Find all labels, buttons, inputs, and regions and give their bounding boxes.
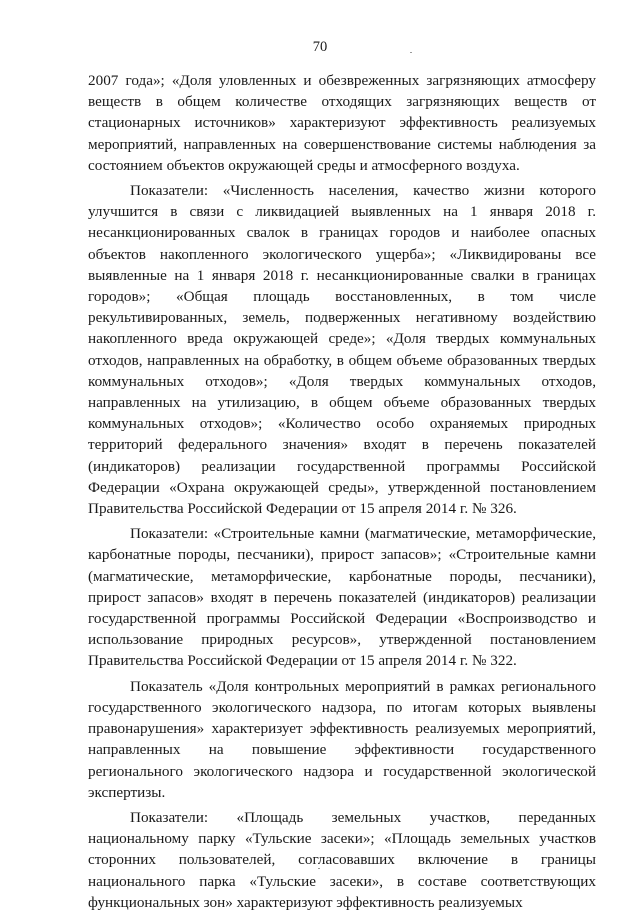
scan-speck bbox=[318, 868, 320, 869]
paragraph-1: 2007 года»; «Доля уловленных и обезвреженных загрязняющих атмосферу веществ в общем количестве отходящих загрязняющих веществ от стационарных источников» характеризуют эффективность реализуемых мероприятий, направленных на совершенствование системы наблюдения за состоянием объектов окружающей среды и атмосферного воздуха. bbox=[88, 72, 596, 174]
page-number: 70 bbox=[312, 39, 328, 55]
paragraph-3: Показатели: «Строительные камни (магматические, метаморфические, карбонатные породы, песчаники), прирост запасов»; «Строительные камни (магматические, метаморфические, карбонатные породы, песчаники), прирост запасов» входят в перечень показателей (индикаторов) реализации государственной программы Российской Федерации «Воспроизводство и использование природных ресурсов», утвержденной постановлением Правительства Российской Федерации от 15 апреля 2014 г. № 322. bbox=[88, 525, 596, 670]
paragraph-5: Показатели: «Площадь земельных участков, переданных национальному парку «Тульские засеки»; «Площадь земельных участков сторонних пользователей, согласовавших включение в границы национального парка «Тульские засеки», в составе соответствующих функциональных зон» характеризуют эффективность реализуемых bbox=[88, 808, 596, 911]
paragraph-2: Показатели: «Численность населения, качество жизни которого улучшится в связи с ликвидацией выявленных на 1 января 2018 г. несанкционированных свалок в границах городов и наиболее опасных объектов накопленного экологического ущерба»; «Ликвидированы все выявленные на 1 января 2018 г. несанкционированные свалки в границах городов»; «Общая площадь восстановленных, в том числе рекультивированных, земель, подверженных негативному воздействию накопленного вреда окружающей среде»; «Доля твердых коммунальных отходов, направленных на обработку, в общем объеме образованных твердых коммунальных отходов»; «Доля твердых коммунальных отходов, направленных на утилизацию, в общем объеме образованных твердых коммунальных отходов»; «Количество особо охраняемых природных территорий федерального значения» входят в перечень показателей (индикаторов) реализации государственной программы Российской Федерации «Охрана окружающей среды», утвержденной постановлением Правительства Российской Федерации от 15 апреля 2014 г. № 326. bbox=[88, 182, 596, 518]
scan-speck bbox=[410, 52, 412, 53]
body-text bbox=[88, 70, 596, 913]
paragraph-4: Показатель «Доля контрольных мероприятий в рамках регионального государственного экологического надзора, по итогам которых выявлены правонарушения» характеризует эффективность реализуемых мероприятий, направленных на повышение эффективности государственного регионального экологического надзора и государственной экологической экспертизы. bbox=[88, 677, 596, 801]
